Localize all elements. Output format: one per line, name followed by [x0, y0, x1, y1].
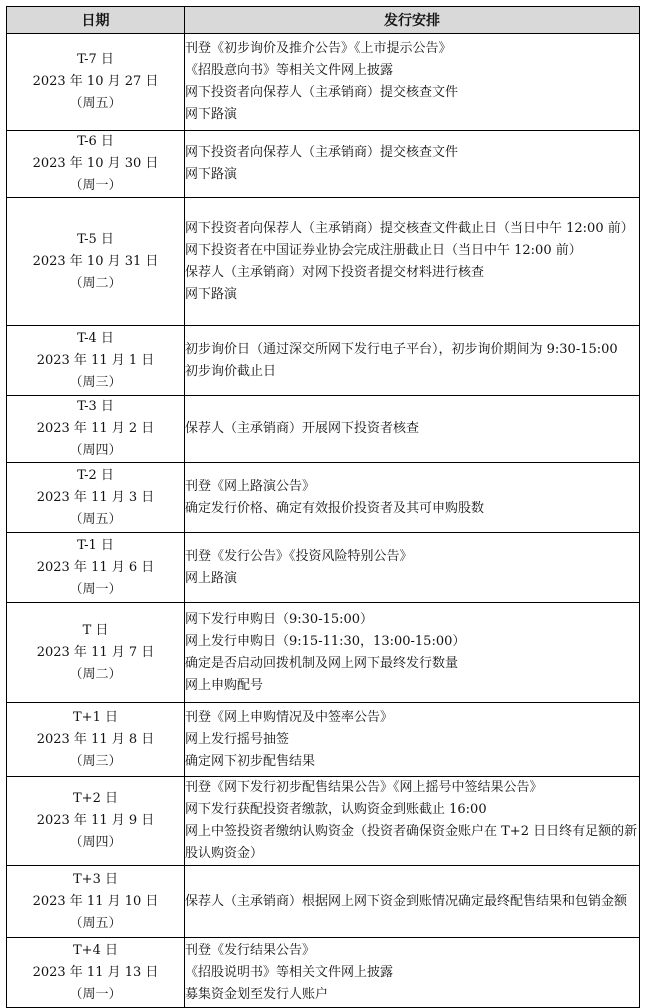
date-cell — [7, 34, 185, 131]
arrangement-item: 初步询价日（通过深交所网下发行电子平台），初步询价期间为 9:30-15:00 — [185, 341, 618, 357]
table-row — [7, 463, 640, 533]
arrangement-item: 网下投资者向保荐人（主承销商）提交核查文件截止日（当日中午 12:00 前） — [185, 220, 634, 236]
table-row — [7, 938, 640, 1008]
arrangement-item: 网下投资者向保荐人（主承销商）提交核查文件 — [185, 145, 459, 160]
day-label: T 日 — [82, 622, 109, 638]
arrangement-item: 保荐人（主承销商）根据网上网下资金到账情况确定最终配售结果和包销金额 — [185, 893, 628, 909]
arrangement-cell — [185, 533, 640, 603]
weekday-label: （周一） — [69, 986, 122, 1002]
date-cell — [7, 326, 185, 396]
arrangement-cell — [185, 131, 640, 198]
calendar-date: 2023 年 11 月 1 日 — [36, 352, 155, 368]
day-label: T-5 日 — [77, 231, 114, 247]
calendar-date: 2023 年 11 月 3 日 — [36, 489, 155, 505]
calendar-date: 2023 年 11 月 6 日 — [36, 559, 155, 575]
arrangement-cell — [185, 463, 640, 533]
arrangement-item: 刊登《网下发行初步配售结果公告》《网上摇号中签结果公告》 — [185, 780, 543, 795]
table-row — [7, 603, 640, 703]
calendar-date: 2023 年 11 月 7 日 — [36, 644, 155, 660]
arrangement-item: 网下路演 — [185, 107, 238, 122]
arrangement-item: 网上申购配号 — [185, 677, 264, 693]
arrangement-cell — [185, 198, 640, 326]
arrangement-cell — [185, 34, 640, 131]
arrangement-item: 确定网下初步配售结果 — [185, 753, 316, 769]
weekday-label: （周三） — [69, 374, 122, 390]
arrangement-item: 募集资金划至发行人账户 — [185, 986, 329, 1002]
table-row — [7, 866, 640, 938]
arrangement-cell — [185, 703, 640, 777]
table-row — [7, 533, 640, 603]
date-cell — [7, 866, 185, 938]
day-label: T+1 日 — [73, 709, 118, 725]
arrangement-cell — [185, 777, 640, 866]
table-row — [7, 703, 640, 777]
table-row — [7, 326, 640, 396]
day-label: T-1 日 — [77, 537, 114, 553]
issuance-schedule-table — [6, 6, 640, 1008]
weekday-label: （周四） — [69, 835, 122, 850]
weekday-label: （周一） — [69, 178, 122, 193]
calendar-date: 2023 年 11 月 10 日 — [32, 893, 159, 909]
date-cell — [7, 938, 185, 1008]
weekday-label: （周五） — [69, 96, 122, 111]
arrangement-item: 刊登《网上申购情况及中签率公告》 — [185, 709, 394, 725]
table-row — [7, 777, 640, 866]
arrangement-item: 刊登《初步询价及推介公告》《上市提示公告》 — [185, 41, 452, 56]
arrangement-item: 网上中签投资者缴纳认购资金（投资者确保资金账户在 T+2 日日终有足额的新股认购资金） — [185, 824, 638, 861]
date-cell — [7, 396, 185, 463]
arrangement-item: 《招股意向书》等相关文件网上披露 — [185, 63, 394, 78]
weekday-label: （周四） — [69, 443, 122, 458]
arrangement-cell — [185, 326, 640, 396]
header-date: 日期 — [7, 7, 185, 34]
arrangement-cell — [185, 603, 640, 703]
calendar-date: 2023 年 10 月 27 日 — [32, 74, 159, 89]
arrangement-item: 刊登《网上路演公告》 — [185, 478, 316, 494]
header-arrangement: 发行安排 — [185, 7, 640, 34]
arrangement-cell — [185, 396, 640, 463]
calendar-date: 2023 年 11 月 13 日 — [32, 964, 159, 980]
arrangement-item: 保荐人（主承销商）对网下投资者提交材料进行核查 — [185, 264, 485, 280]
arrangement-cell — [185, 938, 640, 1008]
day-label: T-3 日 — [77, 399, 114, 414]
date-cell — [7, 533, 185, 603]
table-body — [7, 34, 640, 1008]
date-cell — [7, 463, 185, 533]
table-row — [7, 131, 640, 198]
arrangement-item: 网下路演 — [185, 286, 238, 302]
weekday-label: （周二） — [69, 275, 122, 291]
arrangement-item: 网下投资者在中国证券业协会完成注册截止日（当日中午 12:00 前） — [185, 242, 582, 258]
arrangement-item: 刊登《发行公告》《投资风险特别公告》 — [185, 548, 413, 564]
arrangement-item: 网下发行申购日（9:30-15:00） — [185, 611, 374, 627]
weekday-label: （周五） — [69, 511, 122, 527]
schedule-table-container — [6, 6, 639, 1008]
calendar-date: 2023 年 10 月 31 日 — [32, 253, 159, 269]
day-label: T-2 日 — [77, 467, 114, 483]
weekday-label: （周三） — [69, 753, 122, 769]
arrangement-item: 网下路演 — [185, 167, 238, 182]
arrangement-item: 网上发行申购日（9:15-11:30，13:00-15:00） — [185, 633, 466, 649]
date-cell — [7, 603, 185, 703]
table-row — [7, 198, 640, 326]
arrangement-item: 网上发行摇号抽签 — [185, 731, 290, 747]
calendar-date: 2023 年 11 月 8 日 — [36, 731, 155, 747]
table-header-row — [7, 7, 640, 34]
date-cell — [7, 777, 185, 866]
arrangement-item: 确定发行价格、确定有效报价投资者及其可申购股数 — [185, 500, 485, 516]
day-label: T-6 日 — [77, 134, 114, 149]
arrangement-item: 保荐人（主承销商）开展网下投资者核查 — [185, 421, 420, 436]
weekday-label: （周一） — [69, 581, 122, 597]
date-cell — [7, 703, 185, 777]
day-label: T-4 日 — [77, 330, 114, 346]
day-label: T+4 日 — [73, 942, 118, 958]
day-label: T+2 日 — [73, 791, 118, 806]
arrangement-item: 网下投资者向保荐人（主承销商）提交核查文件 — [185, 85, 459, 100]
weekday-label: （周五） — [69, 915, 122, 931]
day-label: T-7 日 — [77, 52, 114, 67]
table-row — [7, 34, 640, 131]
weekday-label: （周二） — [69, 666, 122, 682]
calendar-date: 2023 年 11 月 2 日 — [36, 421, 155, 436]
arrangement-item: 网上路演 — [185, 570, 238, 586]
arrangement-item: 确定是否启动回拨机制及网上网下最终发行数量 — [185, 655, 459, 671]
arrangement-item: 刊登《发行结果公告》 — [185, 942, 316, 958]
calendar-date: 2023 年 11 月 9 日 — [36, 813, 155, 828]
arrangement-item: 《招股说明书》等相关文件网上披露 — [185, 964, 394, 980]
date-cell — [7, 198, 185, 326]
date-cell — [7, 131, 185, 198]
arrangement-item: 初步询价截止日 — [185, 363, 277, 379]
calendar-date: 2023 年 10 月 30 日 — [32, 156, 159, 171]
table-row — [7, 396, 640, 463]
day-label: T+3 日 — [73, 871, 118, 887]
arrangement-item: 网下发行获配投资者缴款，认购资金到账截止 16:00 — [185, 802, 487, 817]
arrangement-cell — [185, 866, 640, 938]
